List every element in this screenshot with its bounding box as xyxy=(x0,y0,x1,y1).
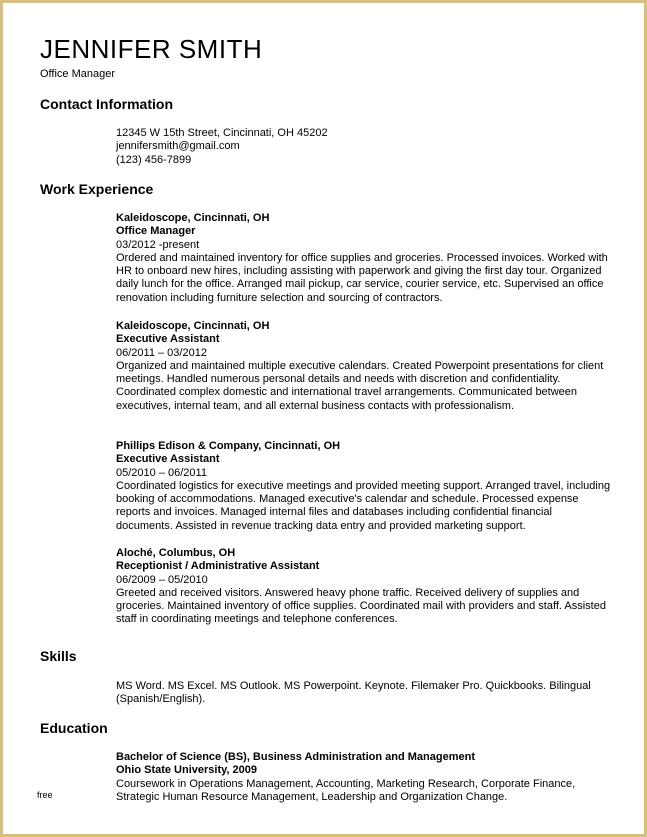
job-role: Executive Assistant xyxy=(116,333,220,346)
job-company: Kaleidoscope, Cincinnati, OH xyxy=(116,320,270,332)
job-company: Phillips Edison & Company, Cincinnati, OH xyxy=(116,440,341,452)
skills-heading: Skills xyxy=(40,648,77,664)
job-role: Office Manager xyxy=(116,225,196,238)
job-dates: 03/2012 -present xyxy=(116,238,200,251)
contact-block xyxy=(116,127,611,167)
job-entry xyxy=(116,212,611,305)
job-dates: 06/2009 – 05/2010 xyxy=(116,573,208,586)
job-entry xyxy=(116,320,611,413)
education-degree: Bachelor of Science (BS), Business Administration and Management xyxy=(116,751,475,763)
job-company: Aloché, Columbus, OH xyxy=(116,547,236,559)
job-description: Organized and maintained multiple executive calendars. Created Powerpoint presentations for client meetings. Handled numerous personal details and needs with discretion and confidentiality. Coordinated complex domestic and international travel arrangements. Communicated between executives, internal team, and all external business contacts with professionalism. xyxy=(116,359,604,412)
contact-email: jennifersmith@gmail.com xyxy=(116,140,240,153)
job-entry xyxy=(116,547,611,627)
job-dates: 05/2010 – 06/2011 xyxy=(116,466,207,479)
job-role: Executive Assistant xyxy=(116,453,220,466)
skills-text: MS Word. MS Excel. MS Outlook. MS Powerpoint. Keynote. Filemaker Pro. Quickbooks. Bilingual (Spanish/English). xyxy=(116,680,591,706)
contact-phone: (123) 456-7899 xyxy=(116,153,192,166)
education-heading: Education xyxy=(40,720,108,736)
job-role: Receptionist / Administrative Assistant xyxy=(116,560,320,573)
contact-address: 12345 W 15th Street, Cincinnati, OH 45202 xyxy=(116,127,328,139)
job-description: Ordered and maintained inventory for office supplies and groceries. Processed invoices. Worked with HR to onboard new hires, including assisting with paperwork and giving the first day tour. Organized daily lunch for the office. Arranged mail pickup, car service, courier service, etc. Supervised an office renovation including furniture selection and sourcing of contractors. xyxy=(116,251,608,304)
contact-heading: Contact Information xyxy=(40,96,173,112)
job-description: Greeted and received visitors. Answered heavy phone traffic. Received delivery of supplies and groceries. Maintained inventory of office supplies. Coordinated mail with providers and staff. Assisted staff in coordinating meetings and telephone conferences. xyxy=(116,586,606,626)
job-description: Coordinated logistics for executive meetings and provided meeting support. Arranged travel, including booking of accommodations. Managed executive's calendar and schedule. Processed expense reports and invoices. Managed internal files and databases including confidential financial documents. Assisted in revenue tracking data entry and provided marketing support. xyxy=(116,479,611,532)
job-company: Kaleidoscope, Cincinnati, OH xyxy=(116,212,270,224)
education-school: Ohio State University, 2009 xyxy=(116,764,258,777)
resume-name: JENNIFER SMITH xyxy=(40,34,263,64)
resume-title: Office Manager xyxy=(40,68,116,80)
footer-watermark: free xyxy=(37,790,53,800)
job-dates: 06/2011 – 03/2012 xyxy=(116,346,207,359)
education-coursework: Coursework in Operations Management, Accounting, Marketing Research, Corporate Finance, Strategic Human Resource Management, Leadership and Organization Change. xyxy=(116,777,576,803)
experience-heading: Work Experience xyxy=(40,181,154,197)
education-block xyxy=(116,751,611,804)
job-entry xyxy=(116,440,611,533)
